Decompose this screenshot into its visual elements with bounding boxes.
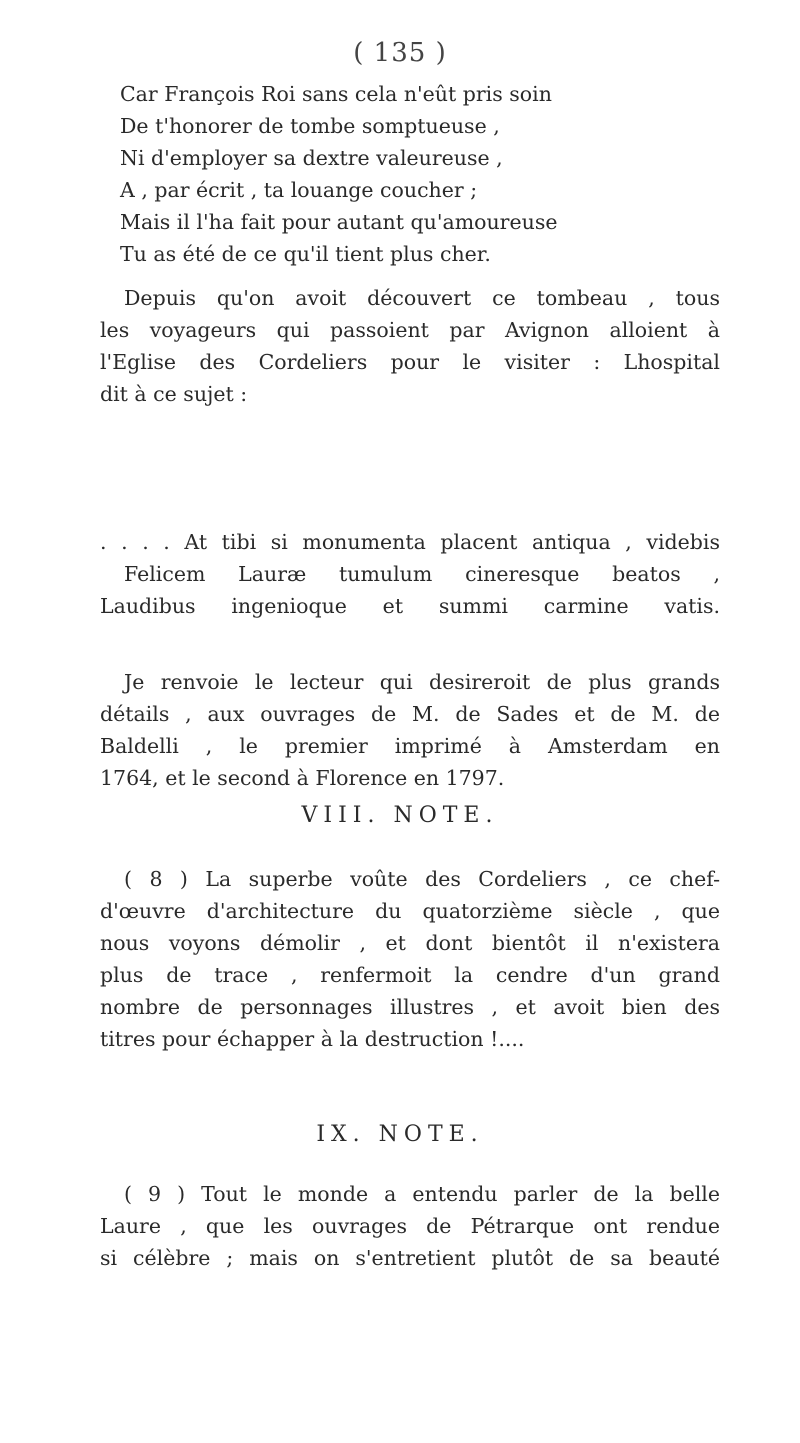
page-number: ( 135 ) (353, 38, 447, 68)
note-8-body (100, 863, 720, 1055)
quote-line: Felicem Lauræ tumulum cineresque beatos , (124, 562, 720, 586)
text-line: Laure , que les ouvrages de Pétrarque ont rendue (100, 1214, 720, 1238)
paragraph-tombeau (100, 282, 720, 410)
text-line: l'Eglise des Cordeliers pour le visiter : Lhospital (100, 350, 720, 374)
text-line: si célèbre ; mais on s'entretient plutôt de sa beauté (100, 1246, 720, 1270)
text-line: nous voyons démolir , et dont bientôt il n'existera (100, 931, 720, 955)
poem-line: Ni d'employer sa dextre valeureuse , (120, 146, 503, 170)
text-line: Baldelli , le premier imprimé à Amsterdam en (100, 734, 720, 758)
text-line: 1764, et le second à Florence en 1797. (100, 766, 505, 790)
poem-line: De t'honorer de tombe somptueuse , (120, 114, 500, 138)
text-line: titres pour échapper à la destruction !.... (100, 1027, 525, 1051)
poem-line: Car François Roi sans cela n'eût pris soin (120, 82, 552, 106)
text-line: plus de trace , renfermoit la cendre d'un grand (100, 963, 720, 987)
quote-line: Laudibus ingenioque et summi carmine vatis. (100, 594, 720, 618)
text-line: nombre de personnages illustres , et avoit bien des (100, 995, 720, 1019)
paragraph-renvoi (100, 666, 720, 794)
note-8-heading: VIII. NOTE. (301, 803, 499, 828)
text-line: Je renvoie le lecteur qui desireroit de plus grands (124, 670, 720, 694)
text-line: Depuis qu'on avoit découvert ce tombeau , tous (124, 286, 720, 310)
poem-block (120, 78, 740, 270)
poem-line: Mais il l'ha fait pour autant qu'amoureuse (120, 210, 558, 234)
quote-line: . . . . At tibi si monumenta placent antiqua , videbis (100, 530, 720, 554)
text-line: ( 8 ) La superbe voûte des Cordeliers , ce chef- (124, 867, 720, 891)
text-line: détails , aux ouvrages de M. de Sades et de M. de (100, 702, 720, 726)
text-line: ( 9 ) Tout le monde a entendu parler de la belle (124, 1182, 720, 1206)
poem-line: Tu as été de ce qu'il tient plus cher. (120, 242, 491, 266)
text-line: dit à ce sujet : (100, 382, 248, 406)
poem-line: A , par écrit , ta louange coucher ; (120, 178, 478, 202)
latin-quote (100, 526, 720, 622)
note-9-body (100, 1178, 720, 1274)
note-9-heading: IX. NOTE. (316, 1122, 484, 1147)
text-line: les voyageurs qui passoient par Avignon alloient à (100, 318, 720, 342)
text-line: d'œuvre d'architecture du quatorzième siècle , que (100, 899, 720, 923)
